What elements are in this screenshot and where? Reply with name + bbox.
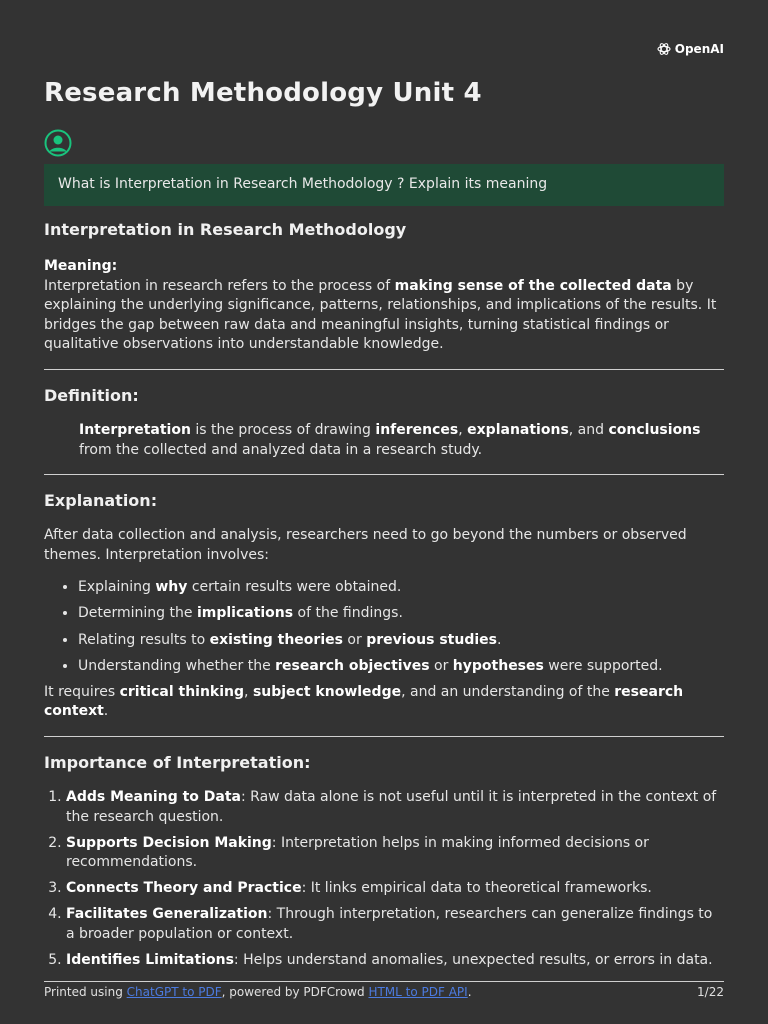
- explanation-heading: Explanation:: [44, 491, 158, 511]
- explanation-list: [44, 578, 724, 676]
- importance-heading: Importance of Interpretation:: [44, 752, 311, 772]
- response-content: [44, 220, 724, 982]
- meaning-label: Meaning:: [44, 258, 118, 274]
- definition-text: , and: [568, 421, 609, 438]
- list-item: • Understanding whether the research objectives or hypotheses were supported.: [78, 657, 724, 677]
- definition-heading: Definition:: [44, 385, 139, 405]
- importance-list: [44, 788, 724, 971]
- definition-bold: conclusions: [608, 421, 701, 438]
- explanation-intro: After data collection and analysis, researchers need to go beyond the numbers or observed themes. Interpretation involves:: [44, 527, 687, 563]
- divider: [44, 474, 724, 475]
- list-item: 1. Adds Meaning to Data: Raw data alone is not useful until it is interpreted in the context of the research question.: [66, 788, 724, 827]
- footer-text: Printed using: [44, 985, 127, 999]
- meaning-paragraph: [44, 257, 724, 355]
- footer-text: , powered by PDFCrowd: [221, 985, 369, 999]
- definition-bold: Interpretation: [79, 421, 191, 438]
- meaning-text: by explaining the underlying significance, patterns, relationships, and implications of the results. It bridges the gap between raw data and meaningful insights, turning statistical findings or qualitative observations into understandable knowledge.: [44, 277, 717, 353]
- list-item: 3. Connects Theory and Practice: It links empirical data to theoretical frameworks.: [66, 879, 724, 899]
- meaning-bold: making sense of the collected data: [394, 277, 672, 294]
- list-item: 2. Supports Decision Making: Interpretation helps in making informed decisions or recommendations.: [66, 834, 724, 873]
- openai-logo: [656, 41, 724, 57]
- divider: [44, 369, 724, 370]
- divider: [44, 981, 724, 982]
- page-number: 1/22: [697, 985, 724, 999]
- list-item: • Determining the implications of the findings.: [78, 604, 724, 624]
- chatgpt-to-pdf-link[interactable]: ChatGPT to PDF: [126, 985, 222, 999]
- footer-text: .: [467, 985, 472, 999]
- definition-bold: explanations: [467, 421, 569, 438]
- divider: [44, 736, 724, 737]
- definition-text: from the collected and analyzed data in a research study.: [79, 441, 483, 458]
- html-to-pdf-api-link[interactable]: HTML to PDF API: [368, 985, 468, 999]
- definition-bold: inferences: [375, 421, 459, 438]
- print-footer: [44, 985, 724, 999]
- user-prompt: What is Interpretation in Research Methodology ? Explain its meaning: [44, 164, 724, 206]
- list-item: • Relating results to existing theories or previous studies.: [78, 631, 724, 651]
- page-title: Research Methodology Unit 4: [44, 78, 482, 108]
- user-avatar-icon: [44, 129, 72, 157]
- meaning-text: Interpretation in research refers to the process of: [44, 277, 395, 294]
- list-item: 4. Facilitates Generalization: Through interpretation, researchers can generalize findings to a broader population or context.: [66, 905, 724, 944]
- requirements-paragraph: It requires critical thinking, subject knowledge, and an understanding of the research context.: [44, 683, 684, 720]
- definition-quote: [44, 421, 724, 460]
- definition-text: is the process of drawing: [190, 421, 376, 438]
- section-title: Interpretation in Research Methodology: [44, 220, 407, 239]
- list-item: 5. Identifies Limitations: Helps understand anomalies, unexpected results, or errors in data.: [66, 951, 724, 971]
- list-item: • Explaining why certain results were obtained.: [78, 578, 724, 598]
- brand-label: OpenAI: [674, 42, 724, 56]
- definition-text: ,: [458, 421, 468, 438]
- openai-icon: [656, 41, 672, 57]
